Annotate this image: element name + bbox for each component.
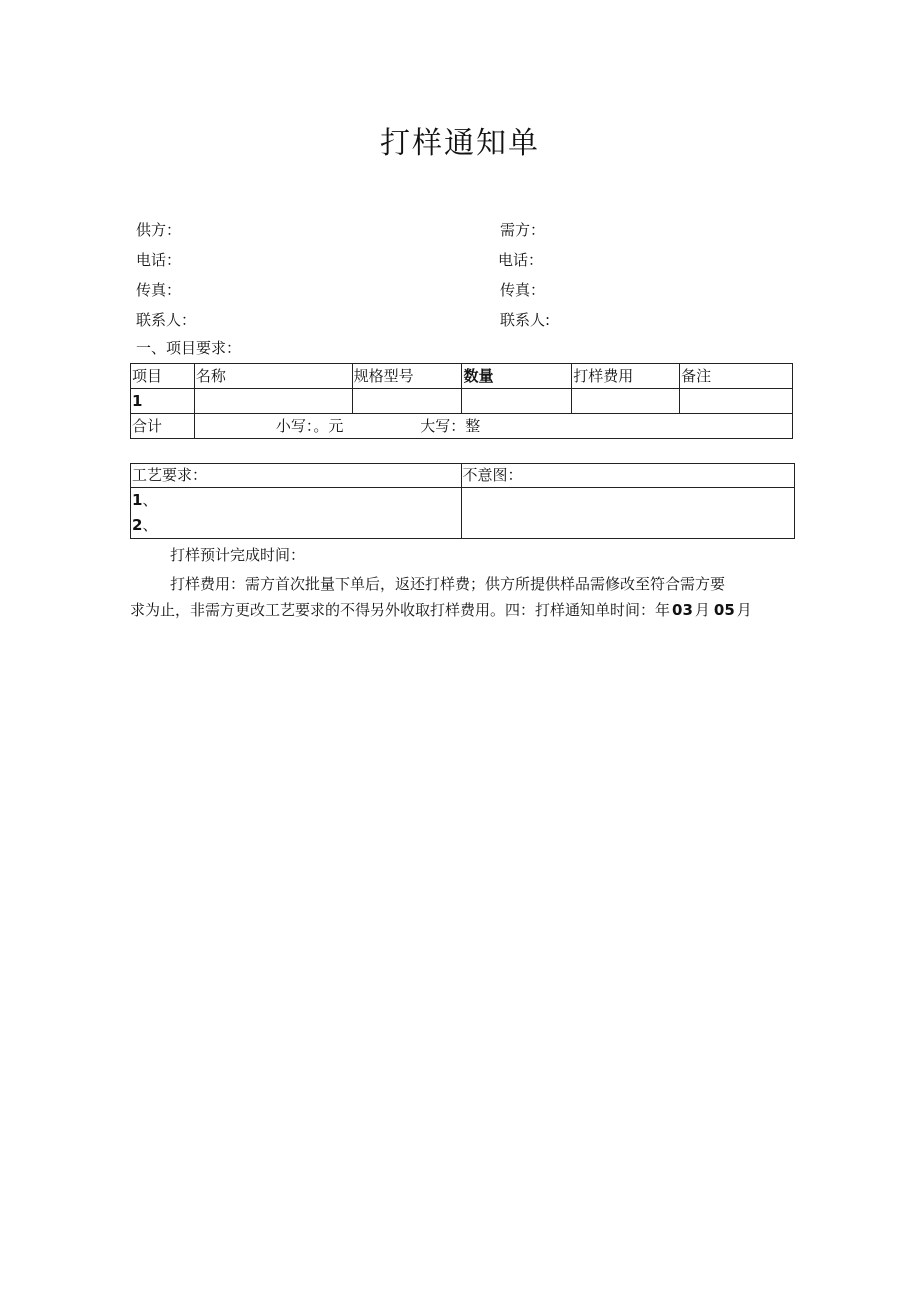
total-row <box>131 414 793 439</box>
supplier-contact-label: 联系人： <box>136 311 197 329</box>
total-amount-cell <box>194 414 792 439</box>
notice-day-number: 05 <box>713 601 735 619</box>
total-big-amount: 大写：整 <box>420 417 481 435</box>
header-cell-remark: 备注 <box>680 364 793 389</box>
table-row <box>131 389 793 414</box>
notice-month-char: 月 <box>694 601 710 619</box>
supplier-fax-label: 传真： <box>136 281 182 299</box>
list-item: 1、 <box>132 491 158 509</box>
header-cell-quantity: 数量 <box>462 364 572 389</box>
buyer-label: 需方： <box>500 221 546 239</box>
row-cell-item: 1 <box>131 389 195 414</box>
notice-month-number: 03 <box>672 601 693 619</box>
row-cell-name <box>194 389 352 414</box>
craft-diagram-header: 不意图： <box>461 464 794 488</box>
page-title: 打样通知单 <box>380 126 540 161</box>
row-cell-spec <box>352 389 462 414</box>
items-table <box>130 363 793 439</box>
buyer-contact-label: 联系人: <box>500 311 551 329</box>
supplier-label: 供方： <box>136 221 182 239</box>
completion-time-label: 打样预计完成时间： <box>170 546 306 564</box>
buyer-phone-label: 电话： <box>498 251 544 269</box>
row-cell-quantity <box>462 389 572 414</box>
header-cell-fee: 打样费用 <box>572 364 680 389</box>
total-small-amount: 小写：。元 <box>275 417 344 435</box>
items-table-header-row <box>131 364 793 389</box>
header-cell-name: 名称 <box>194 364 352 389</box>
row-cell-fee <box>572 389 680 414</box>
craft-header-row <box>131 464 795 488</box>
header-cell-spec: 规格型号 <box>352 364 462 389</box>
fee-policy-line-2: 求为止，非需方更改工艺要求的不得另外收取打样费用。四：打样通知单时间：年 03 月 05 月 <box>130 601 752 619</box>
supplier-phone-label: 电话： <box>136 251 182 269</box>
craft-table <box>130 463 795 539</box>
row-cell-remark <box>680 389 793 414</box>
fee-policy-line-1: 打样费用：需方首次批量下单后，返还打样费；供方所提供样品需修改至符合需方要 <box>170 575 726 593</box>
craft-requirements-cell <box>131 488 462 539</box>
buyer-fax-label: 传真： <box>500 281 546 299</box>
notice-day-char: 月 <box>736 601 752 619</box>
header-cell-item: 项目 <box>131 364 195 389</box>
craft-diagram-cell <box>461 488 794 539</box>
craft-requirements-header: 工艺要求： <box>131 464 462 488</box>
total-label-cell: 合计 <box>131 414 195 439</box>
section-one-heading: 一、项目要求： <box>136 339 242 357</box>
craft-body-row <box>131 488 795 539</box>
list-item: 2、 <box>132 516 158 534</box>
